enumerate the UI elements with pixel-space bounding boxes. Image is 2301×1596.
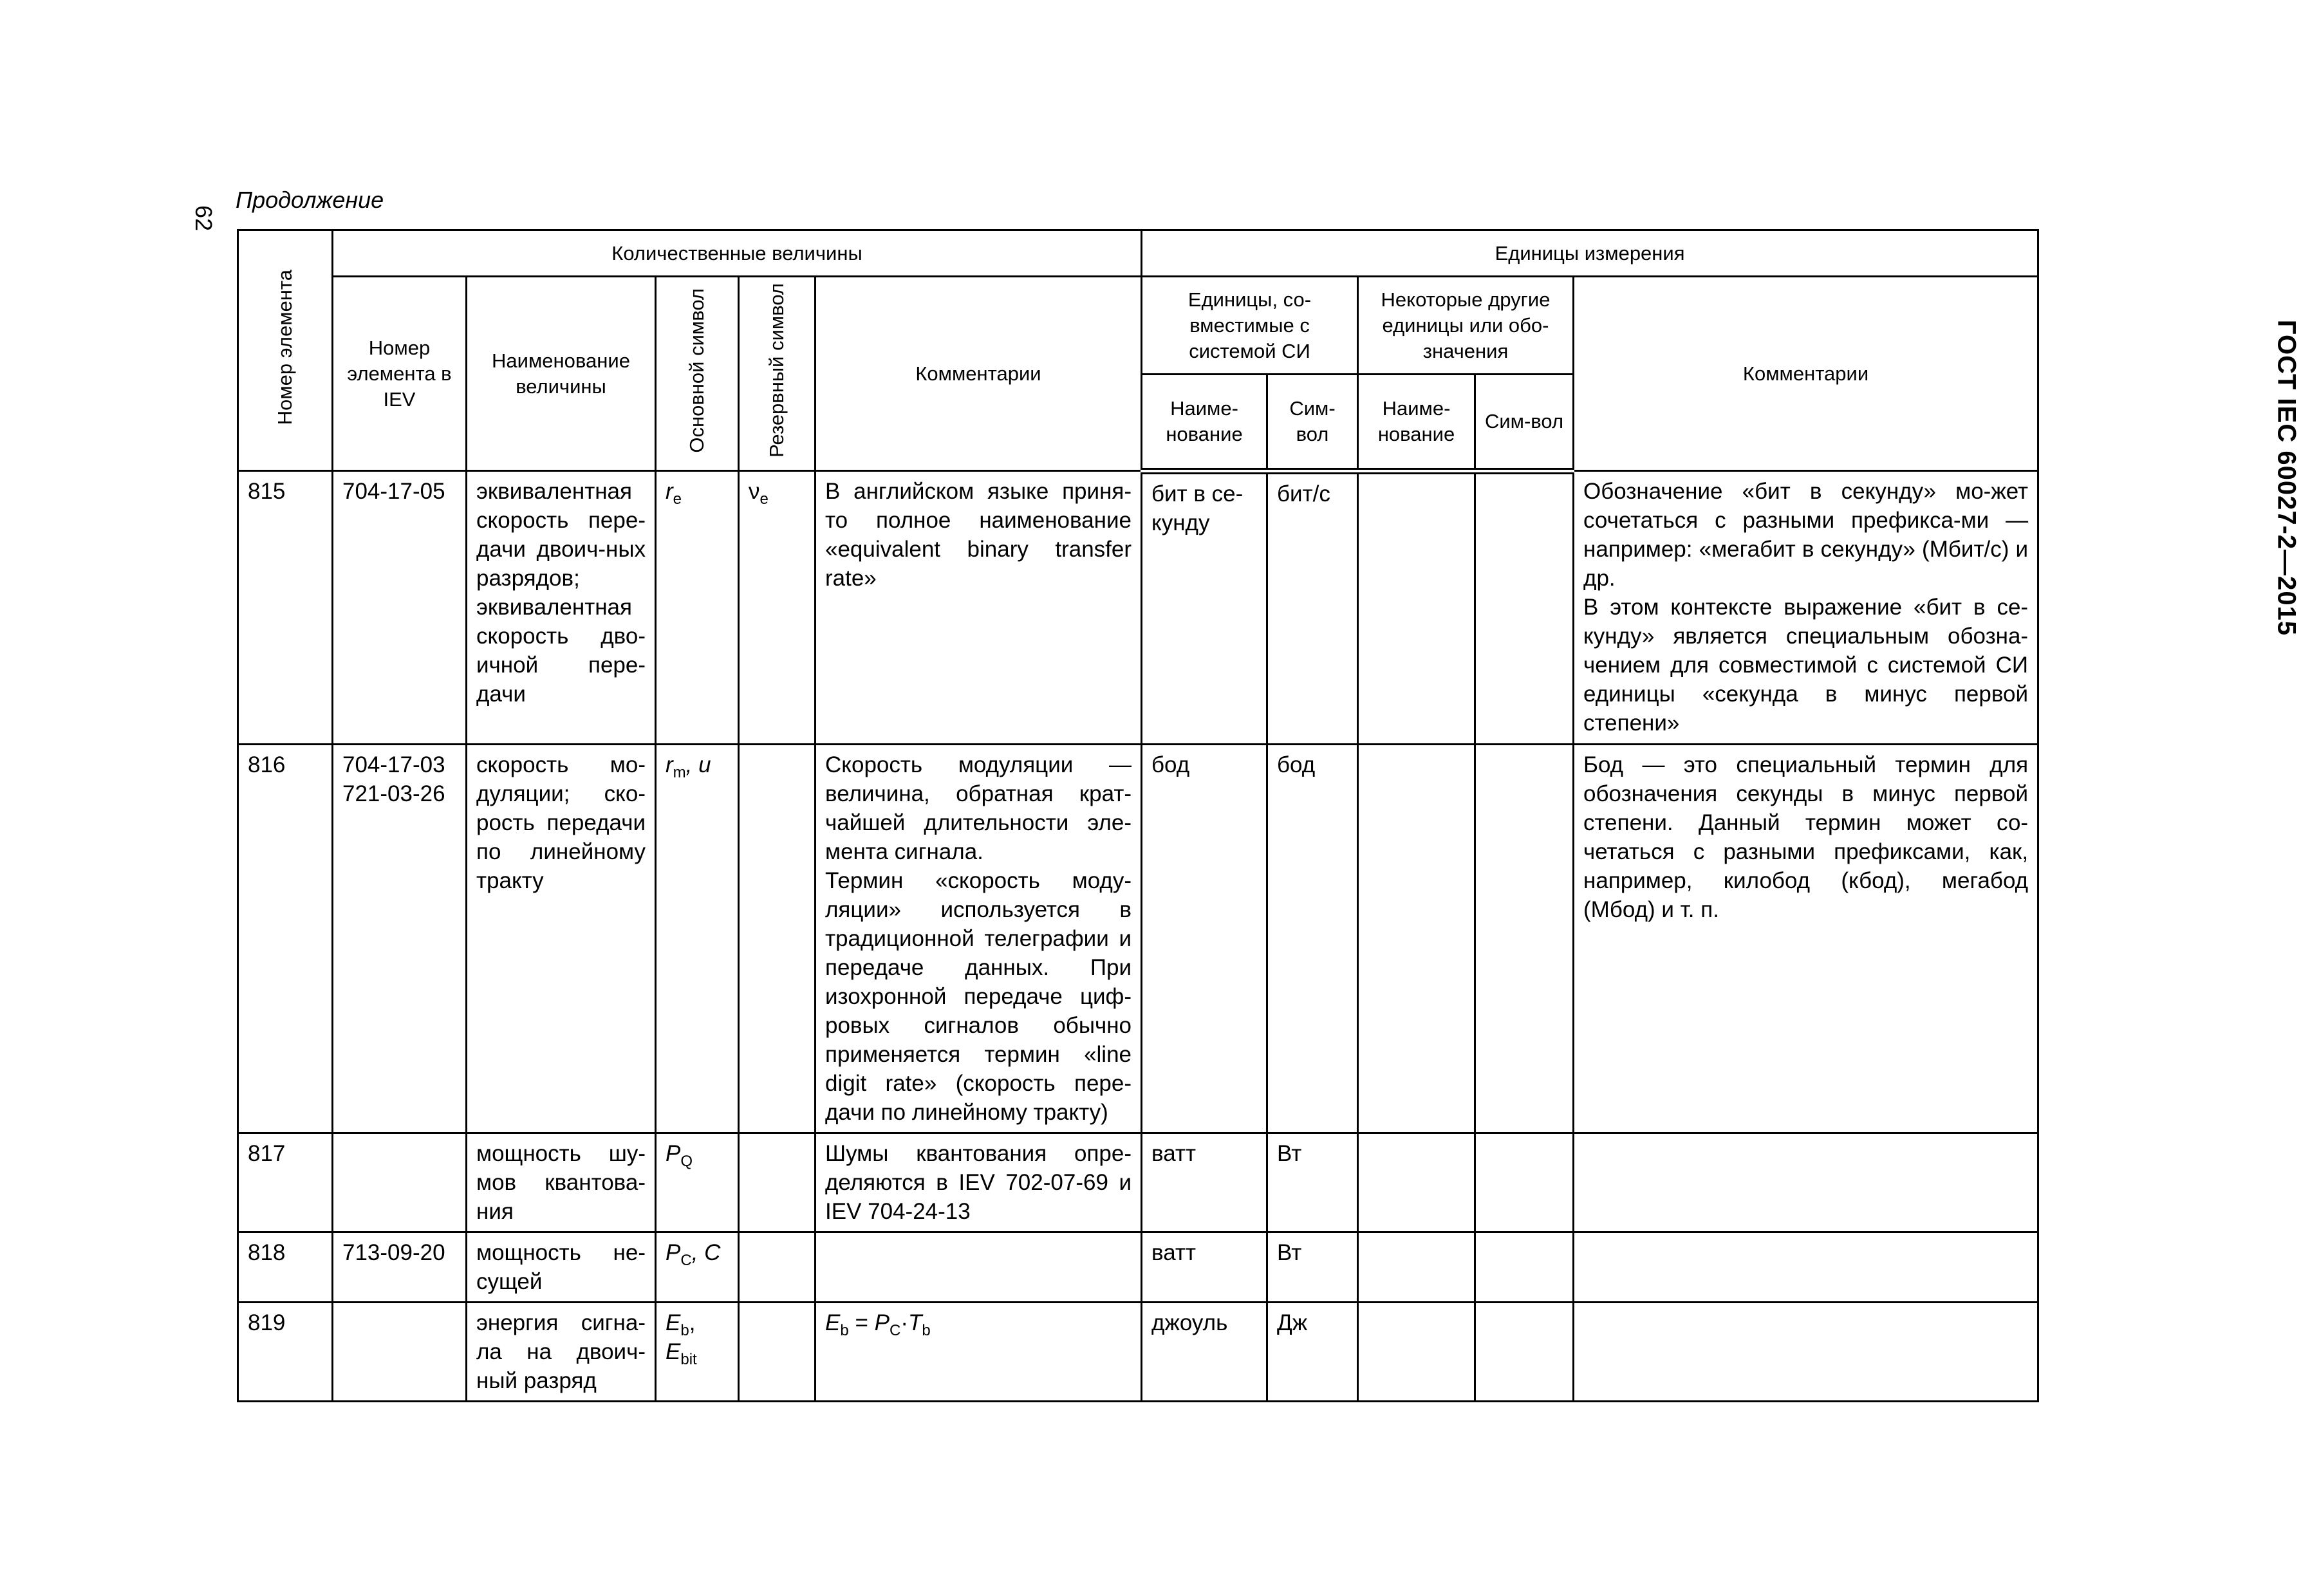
quantity-comment-cell [815,1232,1142,1302]
other-unit-name-cell [1358,1232,1475,1302]
si-unit-name-cell: бит в се-кунду [1142,471,1267,745]
quantity-name-cell: скорость мо-дуляции; ско-рость передачи по линейному тракту [467,744,656,1133]
header-element-number: Номер элемента [238,230,333,471]
reserve-symbol-cell: $\nu_e$ [739,471,815,745]
iev-cell [333,1302,467,1401]
si-unit-name-cell: бод [1142,744,1267,1133]
quantities-units-table [237,229,2039,1402]
main-symbol-cell: $P_C$, C [656,1232,739,1302]
reserve-symbol-cell [739,1133,815,1232]
si-unit-symbol-cell: Дж [1267,1302,1358,1401]
continuation-label: Продолжение [236,187,384,213]
reserve-symbol-cell [739,744,815,1133]
quantity-name-cell: мощность не-сущей [467,1232,656,1302]
other-unit-symbol-cell [1475,744,1574,1133]
si-unit-name-cell: ватт [1142,1133,1267,1232]
quantity-name-cell: мощность шу-мов квантова-ния [467,1133,656,1232]
iev-cell: 713-09-20 [333,1232,467,1302]
header-other-units: Некоторые другие единицы или обо-значения [1358,277,1574,375]
reserve-symbol-cell [739,1302,815,1401]
header-quantities-group: Количественные величины [333,230,1142,277]
header-iev-number: Номер элемента в IEV [333,277,467,471]
unit-comment-cell [1574,1133,2038,1232]
table-row [238,744,2038,1133]
header-other-name: Наиме-нование [1358,375,1475,471]
unit-comment-cell [1574,1302,2038,1401]
si-unit-symbol-cell: Вт [1267,1232,1358,1302]
quantity-comment-cell: $E_b = P_C\cdot T_b$ [815,1302,1142,1401]
iev-cell: 704-17-05 [333,471,467,745]
element-number-cell: 816 [238,744,333,1133]
si-unit-symbol-cell: бод [1267,744,1358,1133]
quantity-comment-cell: В английском языке приня-то полное наименование «equivalent binary transfer rate» [815,471,1142,745]
reserve-symbol-cell [739,1232,815,1302]
header-comments-quantities: Комментарии [815,277,1142,471]
other-unit-symbol-cell [1475,1232,1574,1302]
main-symbol-cell: $P_Q$ [656,1133,739,1232]
quantity-name-cell: энергия сигна-ла на двоич-ный разряд [467,1302,656,1401]
other-unit-name-cell [1358,471,1475,745]
header-si-symbol: Сим-вол [1267,375,1358,471]
page-number: 62 [191,205,218,232]
header-reserve-symbol: Резервный символ [739,277,815,471]
header-comments-units: Комментарии [1574,277,2038,471]
other-unit-name-cell [1358,744,1475,1133]
si-unit-symbol-cell: бит/с [1267,471,1358,745]
unit-comment-cell [1574,1232,2038,1302]
table-row [238,1232,2038,1302]
si-unit-name-cell: ватт [1142,1232,1267,1302]
main-symbol-cell: $E_b$, $E_{bit}$ [656,1302,739,1401]
quantity-comment-cell: Шумы квантования опре-деляются в IEV 702-07-69 и IEV 704-24-13 [815,1133,1142,1232]
element-number-cell: 819 [238,1302,333,1401]
header-si-name: Наиме-нование [1142,375,1267,471]
element-number-cell: 817 [238,1133,333,1232]
header-units-group: Единицы измерения [1142,230,2038,277]
table-body [238,471,2038,1402]
header-main-symbol: Основной символ [656,277,739,471]
standard-identifier: ГОСТ IEC 60027-2—2015 [2272,319,2301,636]
header-other-symbol: Сим-вол [1475,375,1574,471]
header-quantity-name: Наименование величины [467,277,656,471]
table-row [238,471,2038,745]
other-unit-symbol-cell [1475,1133,1574,1232]
unit-comment-cell: Обозначение «бит в секунду» мо-жет сочетаться с разными префикса-ми — например: «мегабит в секунду» (Мбит/с) и др. В этом контексте выражение «бит в се-кунду» является специальным обозна-чением для совместимой с системой СИ единицы «секунда в минус первой степени» [1574,471,2038,745]
element-number-cell: 815 [238,471,333,745]
other-unit-name-cell [1358,1133,1475,1232]
table-row [238,1133,2038,1232]
quantity-comment-cell: Скорость модуляции — величина, обратная крат-чайшей длительности эле-мента сигнала. Термин «скорость моду-ляции» используется в традиционной телеграфии и передаче данных. При изохронной передаче циф-ровых сигналов обычно применяется термин «line digit rate» (скорость пере-дачи по линейному тракту) [815,744,1142,1133]
other-unit-name-cell [1358,1302,1475,1401]
other-unit-symbol-cell [1475,471,1574,745]
main-symbol-cell: $r_e$ [656,471,739,745]
iev-cell [333,1133,467,1232]
quantity-name-cell: эквивалентная скорость пере-дачи двоич-ных разрядов; эквивалентная скорость дво-ичной пере-дачи [467,471,656,745]
main-symbol-cell: $r_m$, u [656,744,739,1133]
si-unit-name-cell: джоуль [1142,1302,1267,1401]
unit-comment-cell: Бод — это специальный термин для обозначения секунды в минус первой степени. Данный термин может со-четаться с разными префиксами, как, например, килобод (кбод), мегабод (Мбод) и т. п. [1574,744,2038,1133]
table-row [238,1302,2038,1401]
element-number-cell: 818 [238,1232,333,1302]
other-unit-symbol-cell [1475,1302,1574,1401]
iev-cell: 704-17-03 721-03-26 [333,744,467,1133]
header-si-units: Единицы, со-вместимые с системой СИ [1142,277,1358,375]
table-header [238,230,2038,471]
si-unit-symbol-cell: Вт [1267,1133,1358,1232]
